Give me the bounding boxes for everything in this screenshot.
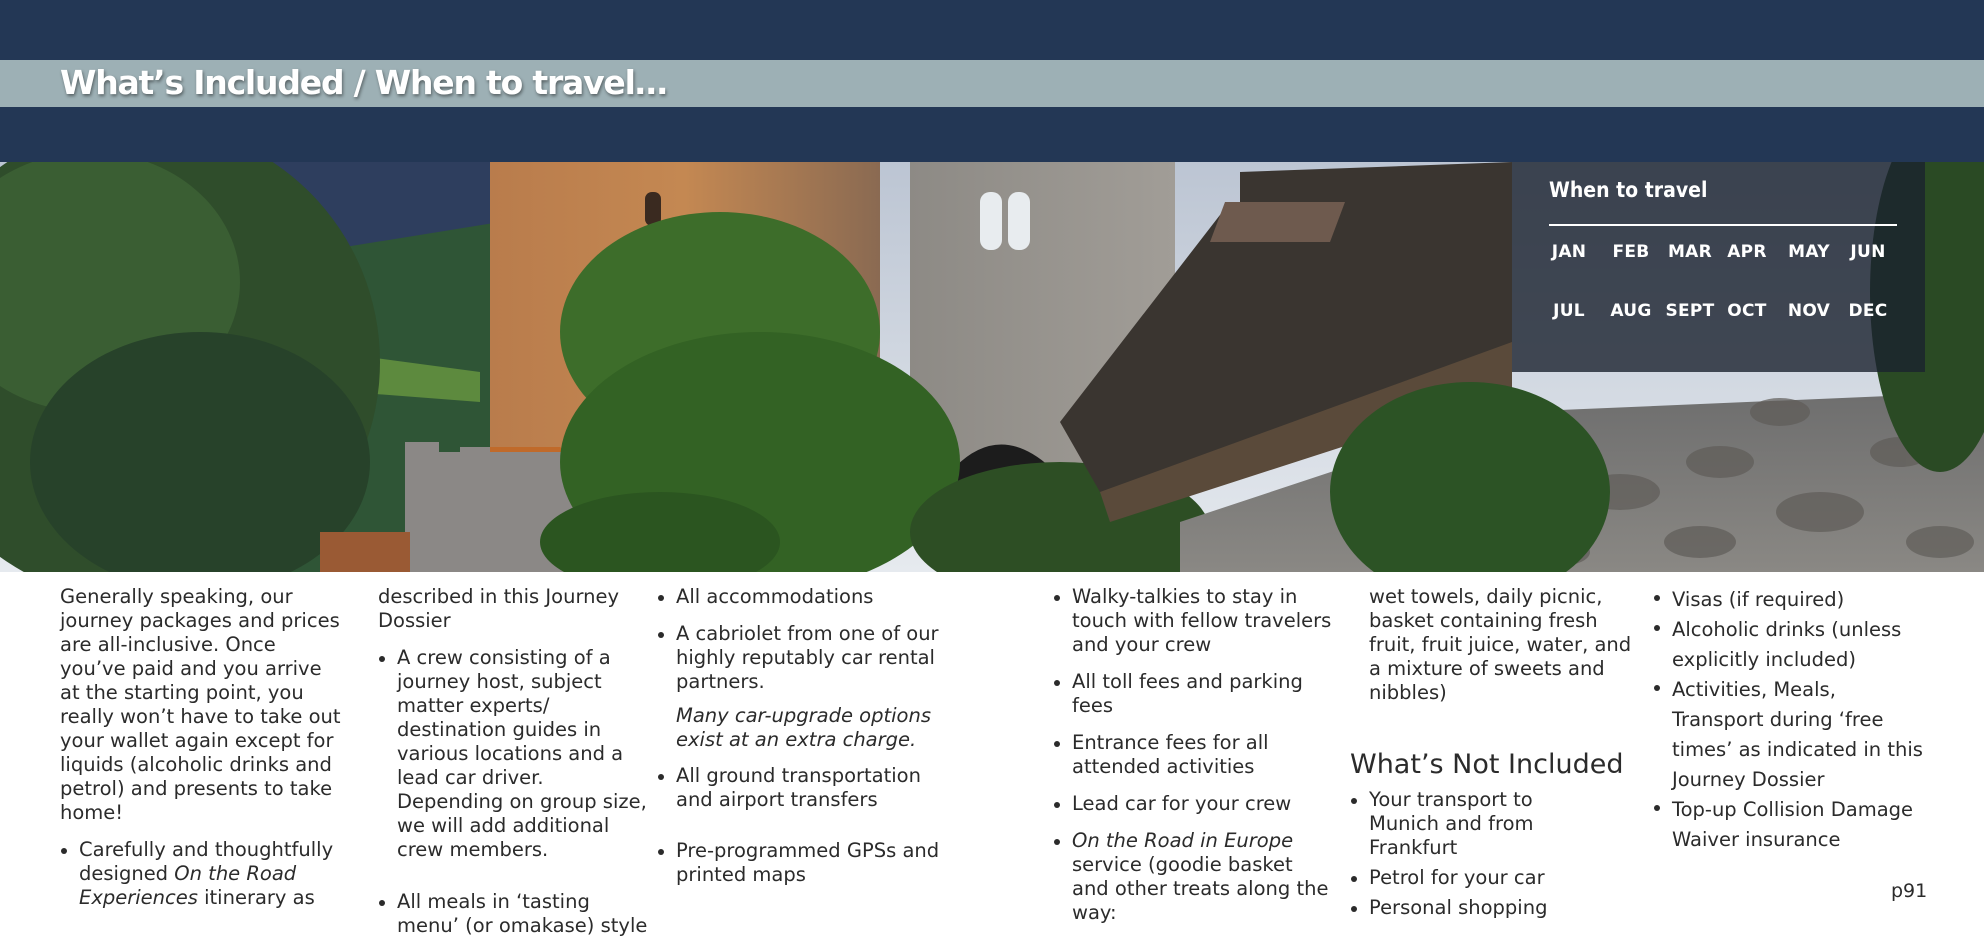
list-item: Personal shopping	[1350, 896, 1640, 920]
included-column-5	[1350, 585, 1640, 920]
included-column-1	[60, 585, 345, 910]
month-apr: APR	[1727, 242, 1767, 262]
month-aug: AUG	[1610, 301, 1652, 321]
list-item: All ground transportation and airport transfers	[657, 764, 947, 812]
when-to-travel-panel	[1512, 162, 1925, 372]
page-number: p91	[1891, 880, 1928, 902]
list-item: Your transport to Munich and from Frankfurt	[1350, 788, 1599, 860]
month-feb: FEB	[1612, 242, 1650, 262]
list-item: Alcoholic drinks (unless explicitly included)	[1653, 615, 1931, 675]
list-item: A cabriolet from one of our highly reputably car rental partners.	[657, 622, 947, 694]
list-item: Top-up Collision Damage Waiver insurance	[1653, 795, 1931, 855]
when-to-travel-title: When to travel	[1549, 178, 1708, 202]
list-item: A crew consisting of a journey host, subject matter experts/ destination guides in various locations and a lead car driver. Depending on group size, we will add additional crew members.	[378, 646, 648, 862]
month-jan: JAN	[1551, 242, 1587, 262]
month-nov: NOV	[1787, 301, 1831, 321]
list-item	[60, 838, 345, 910]
item-continuation: wet towels, daily picnic, basket containing fresh fruit, fruit juice, water, and a mixture of sweets and nibbles)	[1369, 585, 1632, 704]
item-note: Many car-upgrade options exist at an extra charge.	[676, 704, 932, 751]
item-text: itinerary as	[197, 886, 315, 909]
item-text: Carefully and thoughtfully designed	[79, 838, 334, 885]
list-item: All accommodations	[657, 585, 947, 609]
list-item: Pre-programmed GPSs and printed maps	[657, 839, 947, 887]
item-continuation: described in this Journey Dossier	[378, 585, 620, 632]
month-mar: MAR	[1667, 242, 1713, 262]
list-item: Lead car for your crew	[1053, 792, 1333, 816]
included-column-2	[378, 585, 648, 938]
month-jun: JUN	[1850, 242, 1886, 262]
month-jul: JUL	[1553, 301, 1585, 321]
item-emphasis: On the Road Experiences	[79, 862, 297, 909]
item-text: service (goodie basket and other treats along the way:	[1072, 853, 1329, 924]
included-intro: Generally speaking, our journey packages and prices are all-inclusive. Once you’ve paid and you arrive at the starting point, you really won’t have to take out your wallet again except for liquids (alcoholic drinks and petrol) and presents to take home!	[60, 585, 341, 824]
list-item: Petrol for your car	[1350, 866, 1640, 890]
month-may: MAY	[1788, 242, 1830, 262]
list-item: Walky-talkies to stay in touch with fellow travelers and your crew	[1053, 585, 1333, 657]
not-included-heading: What’s Not Included	[1350, 749, 1624, 780]
page-title: What’s Included / When to travel…	[60, 63, 667, 102]
included-column-3	[657, 585, 947, 887]
list-item	[1053, 829, 1333, 925]
item-emphasis: On the Road in Europe	[1072, 829, 1294, 852]
included-column-4	[1053, 585, 1333, 925]
list-item: Activities, Meals, Transport during ‘free times’ as indicated in this Journey Dossier	[1653, 675, 1931, 795]
list-item: All toll fees and parking fees	[1053, 670, 1333, 718]
not-included-column-2	[1653, 585, 1931, 855]
list-item: All meals in ‘tasting menu’ (or omakase) style	[378, 890, 648, 938]
when-to-travel-divider	[1549, 224, 1897, 226]
month-sept: SEPT	[1665, 301, 1715, 321]
month-dec: DEC	[1848, 301, 1888, 321]
month-oct: OCT	[1727, 301, 1767, 321]
list-item: Visas (if required)	[1653, 585, 1931, 615]
list-item: Entrance fees for all attended activities	[1053, 731, 1333, 779]
